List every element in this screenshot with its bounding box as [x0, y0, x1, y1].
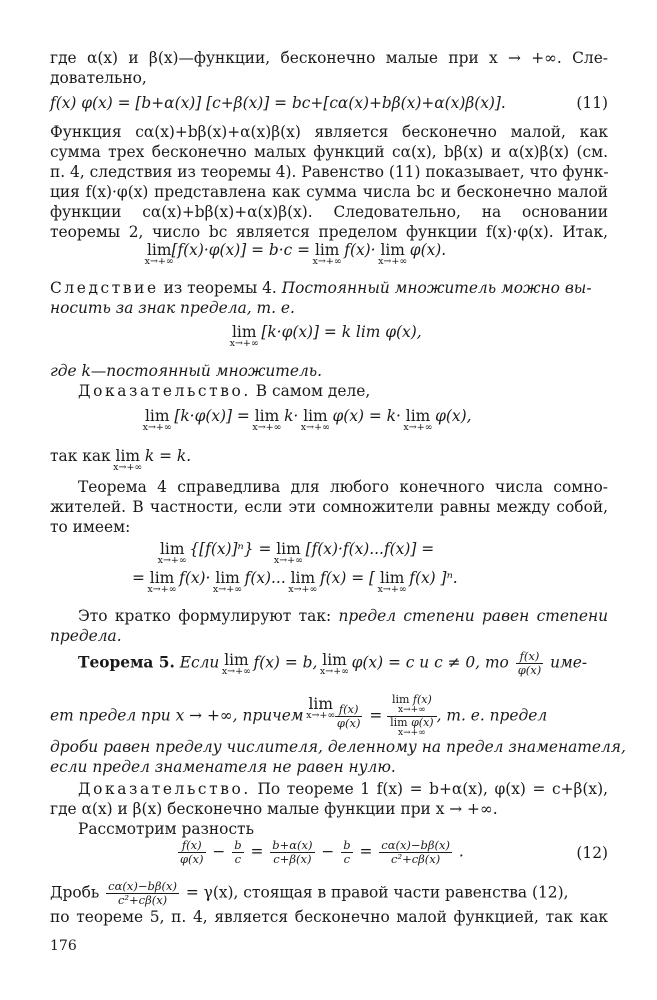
- text-line: если предел знаменателя не равен нулю.: [50, 758, 396, 776]
- text-line: ция f(x)·φ(x) представлена как сумма числа bc и бесконечно малой: [50, 183, 608, 201]
- text-line: по теореме 5, п. 4, является бесконечно малой функцией, так как: [50, 908, 608, 926]
- limit-operator: lim x→+∞: [306, 695, 336, 721]
- limit-operator: lim x→+∞: [252, 407, 282, 433]
- text-line: где α(x) и β(x) бесконечно малые функции при x → +∞.: [50, 800, 498, 818]
- fraction: $\frac{c\alpha(x)-b\beta(x)}{\text{c²+cβ(x)}}$: [108, 879, 177, 907]
- limit-operator: lim x→+∞: [212, 569, 243, 595]
- text-line: функции cα(x)+bβ(x)+α(x)β(x). Следовательно, на основании: [50, 203, 608, 221]
- text-line: сумма трех бесконечно малых функций cα(x), bβ(x) и α(x)β(x) (см.: [50, 143, 608, 161]
- limit-operator: lim x→+∞: [157, 540, 187, 566]
- text-line: довательно,: [50, 69, 147, 87]
- limit-ratio: lim f(x) x→+∞ lim φ(x) x→+∞: [387, 694, 436, 739]
- limit-operator: lim x→+∞: [273, 540, 304, 566]
- text-line: п. 4, следствия из теоремы 4). Равенство (11) показывает, что функ-: [50, 163, 609, 181]
- fraction: $\frac{f(x)}{\varphi(x)}$: [336, 702, 361, 730]
- proof-label: Доказательство.: [78, 382, 251, 400]
- text-line: дроби равен пределу числителя, деленному на предел знаменателя,: [50, 738, 626, 756]
- limit-operator: lim x→+∞: [147, 569, 177, 595]
- text-line: где α(x) и β(x)—функции, бесконечно малые при x → +∞. Сле-: [50, 49, 608, 67]
- since-line: так как lim x→+∞ k = k.: [50, 447, 192, 473]
- limit-operator: lim x→+∞: [113, 447, 143, 473]
- last-line1: Дробь $\frac{c\alpha(x)-b\beta(x)}{\text{c²+cβ(x)}}$ = γ(x), стоящая в правой части равенства (12),: [50, 879, 569, 907]
- power-equation-line2: = lim x→+∞ f(x)· lim x→+∞ f(x)... lim x→+∞ f(x) = [ lim x→+∞ f(x) ]ⁿ.: [132, 569, 458, 595]
- proof-label: Доказательство.: [78, 780, 251, 798]
- limit-operator: lim x→+∞: [312, 241, 342, 267]
- short-form-line: Это кратко формулируют так: предел степени равен степени: [78, 607, 609, 625]
- limit-operator: lim x→+∞: [288, 569, 318, 595]
- theorem5-line1: Теорема 5. Если lim x→+∞ f(x) = b, lim x→+∞ φ(x) = c и c ≠ 0, то $\frac{f(x)}{\varphi(x)}$ име-: [78, 649, 588, 677]
- fraction: $\frac{f(x)}{\varphi(x)}$: [517, 649, 542, 677]
- limit-operator: lim x→+∞: [229, 323, 259, 349]
- text-line: предела.: [50, 627, 122, 645]
- text-line: Теорема 4 справедлива для любого конечного числа сомно-: [78, 478, 608, 496]
- fraction: $\frac{f(x)}{\varphi(x)}$: [180, 838, 204, 866]
- limit-operator: lim x→+∞: [142, 407, 172, 433]
- limit-operator: lim x→+∞: [378, 241, 408, 267]
- equation-number: (11): [576, 94, 608, 112]
- text-line: теоремы 2, число bc является пределом функции f(x)·φ(x). Итак,: [50, 223, 608, 241]
- limit-operator: lim x→+∞: [319, 651, 350, 677]
- proof2-line: Доказательство. По теореме 1 f(x) = b+α(x), φ(x) = c+β(x),: [78, 780, 608, 798]
- text-line: где k—постоянный множитель.: [50, 362, 323, 380]
- fraction: $\frac{c\alpha(x)-b\beta(x)}{\text{c²+cβ(x)}}$: [381, 838, 451, 866]
- equation-11: f(x) φ(x) = [b+α(x)] [c+β(x)] = bc+[cα(x)+bβ(x)+α(x)β(x)].: [50, 94, 506, 112]
- text-line: Функция cα(x)+bβ(x)+α(x)β(x) является бесконечно малой, как: [50, 123, 608, 141]
- limit-operator: lim x→+∞: [377, 569, 407, 595]
- limit-operator: lim x→+∞: [144, 241, 174, 267]
- fraction: $\frac{b+\alpha(x)}{c+\beta(x)}$: [272, 838, 313, 866]
- limit-product-equation: lim x→+∞ [f(x)·φ(x)] = b·c = lim x→+∞ f(x)· lim x→+∞ φ(x).: [144, 241, 447, 267]
- page-number: 176: [50, 938, 77, 954]
- proof-equation: lim x→+∞ [k·φ(x)] = lim x→+∞ k· lim x→+∞ φ(x) = k· lim x→+∞ φ(x),: [142, 407, 472, 433]
- text-line: то имеем:: [50, 518, 131, 536]
- corollary-line: Следствие из теоремы 4. Постоянный множитель можно вы-: [50, 279, 592, 297]
- corollary-label: Следствие: [50, 279, 159, 297]
- limit-operator: lim x→+∞: [300, 407, 331, 433]
- theorem5-line2: ет предел при x → +∞, причем lim x→+∞ $\frac{f(x)}{\varphi(x)}$ = lim f(x) x→+∞ lim φ(x) x→+∞ , т. е. предел: [50, 693, 548, 738]
- theorem5-label: Теорема 5.: [78, 653, 175, 672]
- text-line: носить за знак предела, т. е.: [50, 299, 295, 317]
- equation-number: (12): [576, 844, 608, 862]
- text-line: жителей. В частности, если эти сомножители равны между собой,: [50, 498, 608, 516]
- equation-12: $\frac{f(x)}{\varphi(x)}$ − $\frac{b}{c}$ = $\frac{b+\alpha(x)}{c+\beta(x)}$ − $\frac{b}{c}$ = $\frac{c\alpha(x)-b\beta(x)}{\text{c²+cβ(x)}}$ .: [180, 838, 464, 866]
- proof-line: Доказательство. В самом деле,: [78, 382, 371, 400]
- text-line: Рассмотрим разность: [78, 820, 254, 838]
- limit-operator: lim x→+∞: [403, 407, 433, 433]
- fraction: $\frac{b}{c}$: [234, 838, 242, 866]
- power-equation-line1: lim x→+∞ {[f(x)]ⁿ} = lim x→+∞ [f(x)·f(x)...f(x)] =: [157, 540, 435, 566]
- fraction: $\frac{b}{c}$: [343, 838, 351, 866]
- limit-operator: lim x→+∞: [221, 651, 252, 677]
- corollary-equation: lim x→+∞ [k·φ(x)] = k lim φ(x),: [229, 323, 422, 349]
